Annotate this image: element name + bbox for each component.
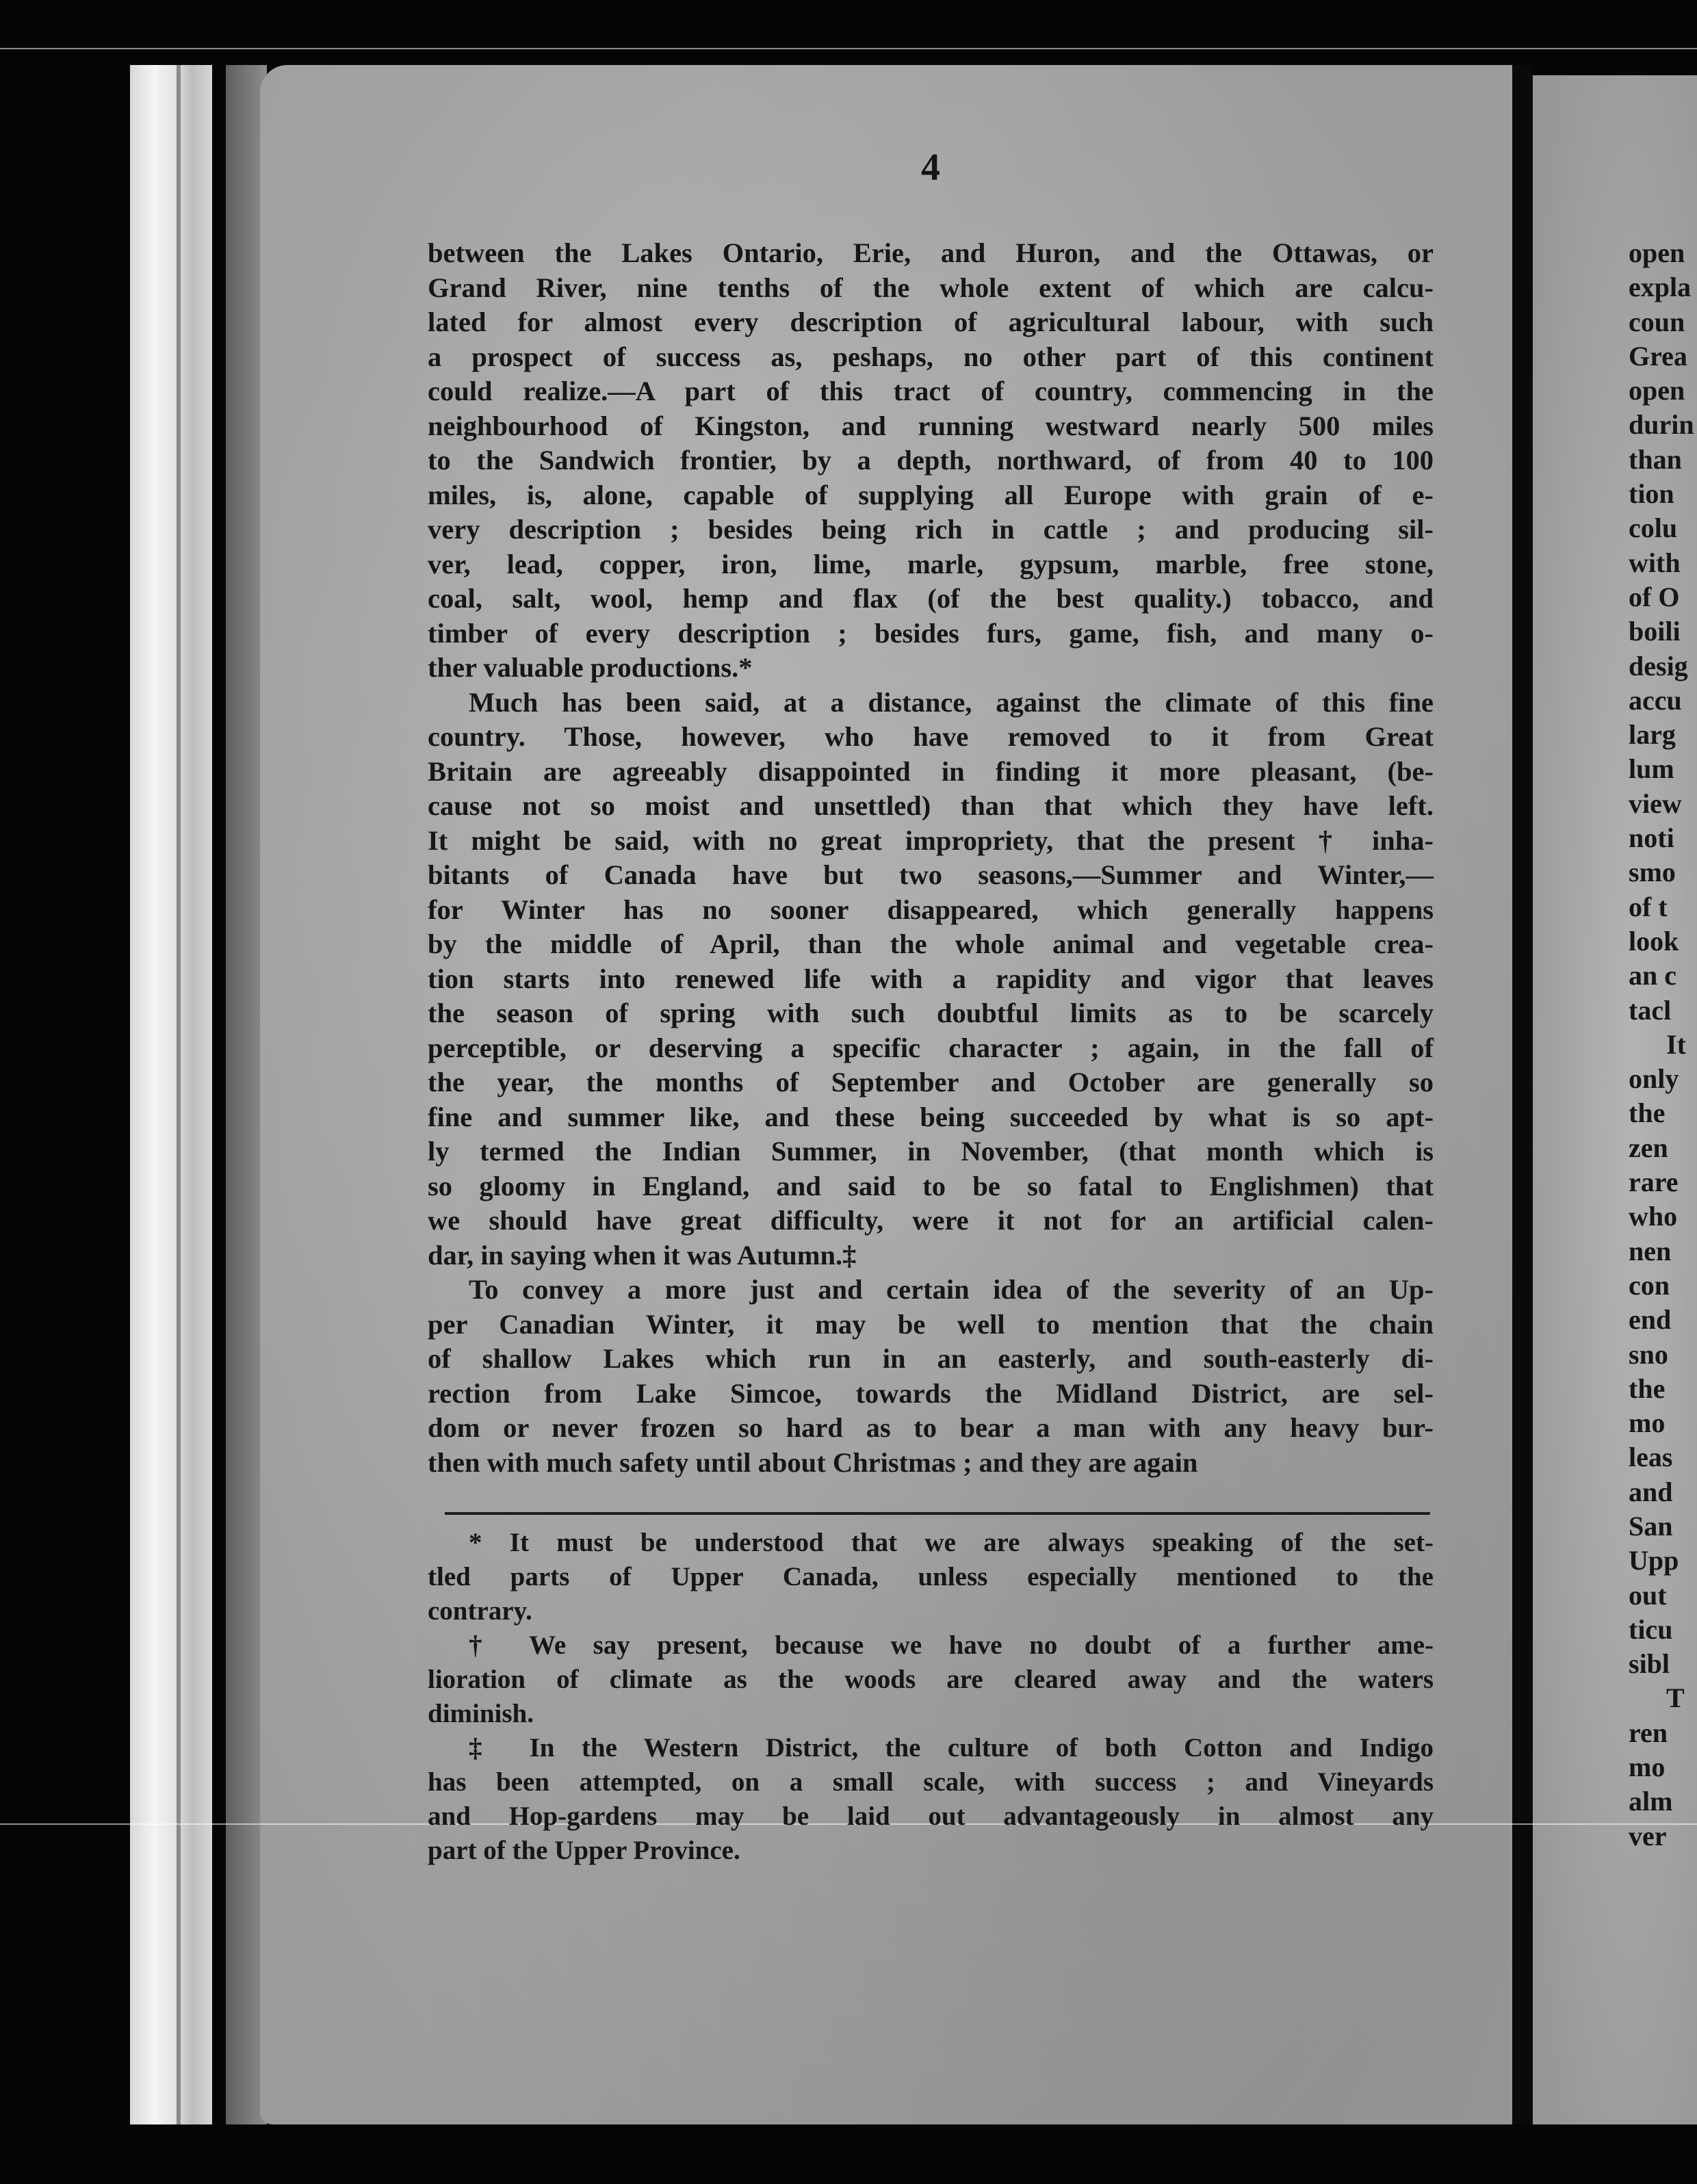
footnotes	[428, 1526, 1434, 1868]
text-line: To convey a more just and certain idea of the severity of an Up-	[469, 1274, 1434, 1305]
text-line: Britain are agreeably disappointed in finding it more pleasant, (be-	[428, 755, 1434, 787]
facing-page-line: leas	[1629, 1442, 1673, 1473]
text-line: between the Lakes Ontario, Erie, and Huron, and the Ottawas, or	[428, 237, 1434, 268]
text-line: cause not so moist and unsettled) than that which they have left.	[428, 790, 1434, 821]
facing-page-line: ren	[1629, 1717, 1668, 1748]
text-line: lated for almost every description of agricultural labour, with such	[428, 307, 1434, 337]
text-line: so gloomy in England, and said to be so fatal to Englishmen) that	[428, 1170, 1434, 1201]
text-line: rection from Lake Simcoe, towards the Midland District, are sel-	[428, 1377, 1434, 1409]
facing-page-line: It	[1666, 1028, 1686, 1060]
text-line: could realize.—A part of this tract of country, commencing in the	[428, 376, 1434, 406]
text-line: for Winter has no sooner disappeared, which generally happens	[428, 894, 1434, 925]
footnote-line: ‡ In the Western District, the culture of both Cotton and Indigo	[469, 1733, 1434, 1763]
facing-page-line: Grea	[1629, 340, 1687, 372]
footnote-line: has been attempted, on a small scale, with success ; and Vineyards	[428, 1767, 1434, 1797]
text-line: ly termed the Indian Summer, in November, (that month which is	[428, 1136, 1434, 1167]
facing-page-line: view	[1629, 788, 1682, 819]
facing-page-line: and	[1629, 1476, 1673, 1507]
facing-page-text	[1629, 236, 1697, 1854]
body-text	[428, 236, 1434, 1480]
footnote-line: tled parts of Upper Canada, unless especially mentioned to the	[428, 1562, 1434, 1591]
text-line: dom or never frozen so hard as to bear a man with any heavy bur-	[428, 1412, 1434, 1443]
text-line: we should have great difficulty, were it not for an artificial calen-	[428, 1205, 1434, 1236]
text-line: neighbourhood of Kingston, and running westward nearly 500 miles	[428, 410, 1434, 441]
facing-page-line: zen	[1629, 1132, 1668, 1163]
facing-page-line: smo	[1629, 857, 1676, 888]
facing-page-line: look	[1629, 925, 1679, 957]
text-line: tion starts into renewed life with a rapidity and vigor that leaves	[428, 963, 1434, 994]
facing-page-line: mo	[1629, 1407, 1666, 1439]
footnote-line: † We say present, because we have no doubt of a further ame-	[469, 1630, 1434, 1660]
text-line: then with much safety until about Christmas ; and they are again	[428, 1446, 1198, 1478]
text-line: ver, lead, copper, iron, lime, marle, gypsum, marble, free stone,	[428, 548, 1434, 580]
facing-page-line: sno	[1629, 1338, 1668, 1370]
facing-page-line: open	[1629, 237, 1685, 268]
facing-page-line: the	[1629, 1097, 1666, 1129]
facing-page-line: mo	[1629, 1752, 1666, 1783]
facing-page-line: only	[1629, 1063, 1679, 1095]
text-line: to the Sandwich frontier, by a depth, northward, of from 40 to 100	[428, 445, 1434, 476]
facing-page-line: Upp	[1629, 1545, 1679, 1576]
book-edge-strip	[130, 65, 212, 2124]
facing-page-line: ver	[1629, 1820, 1667, 1851]
facing-page-line: end	[1629, 1304, 1672, 1336]
facing-page-line: desig	[1629, 650, 1688, 681]
facing-page-line: who	[1629, 1201, 1678, 1232]
text-line: coal, salt, wool, hemp and flax (of the best quality.) tobacco, and	[428, 583, 1434, 614]
footnote-line: part of the Upper Province.	[428, 1836, 740, 1865]
text-line: per Canadian Winter, it may be well to mention that the chain	[428, 1308, 1434, 1340]
facing-page-line: noti	[1629, 822, 1674, 854]
facing-page-line: an c	[1629, 960, 1676, 991]
facing-page-line: with	[1629, 547, 1681, 578]
facing-page-line: sibl	[1629, 1648, 1670, 1680]
text-line: of shallow Lakes which run in an easterly, and south-easterly di-	[428, 1343, 1434, 1374]
facing-page-line: coun	[1629, 306, 1685, 337]
facing-page-line: than	[1629, 443, 1682, 475]
text-line: It might be said, with no great impropriety, that the present † inha-	[428, 824, 1434, 856]
facing-page-line: con	[1629, 1269, 1670, 1301]
facing-page-line: T	[1666, 1682, 1685, 1714]
facing-page-line: nen	[1629, 1235, 1672, 1266]
text-line: a prospect of success as, peshaps, no other part of this continent	[428, 341, 1434, 372]
facing-page-line: of O	[1629, 581, 1680, 612]
footnote-line: and Hop-gardens may be laid out advantageously in almost any	[428, 1802, 1434, 1831]
facing-page-line: the	[1629, 1373, 1666, 1404]
footnote-rule	[445, 1512, 1430, 1515]
facing-page-line: open	[1629, 375, 1685, 406]
book-gutter	[1512, 65, 1533, 2124]
footnote-line: diminish.	[428, 1699, 534, 1728]
footnote-line: * It must be understood that we are always speaking of the set-	[469, 1528, 1434, 1557]
text-line: perceptible, or deserving a specific character ; again, in the fall of	[428, 1032, 1434, 1063]
footnote-line: lioration of climate as the woods are cleared away and the waters	[428, 1665, 1434, 1694]
facing-page-line: alm	[1629, 1786, 1673, 1817]
facing-page-line: San	[1629, 1510, 1673, 1542]
facing-page-line: ticu	[1629, 1613, 1673, 1645]
text-line: miles, is, alone, capable of supplying all Europe with grain of e-	[428, 479, 1434, 510]
facing-page-line: durin	[1629, 409, 1694, 441]
text-line: the year, the months of September and October are generally so	[428, 1067, 1434, 1097]
facing-page-line: of t	[1629, 891, 1668, 922]
page-number: 4	[921, 146, 940, 189]
facing-page-line: boili	[1629, 616, 1681, 647]
footnote-line: contrary.	[428, 1596, 532, 1626]
scan-line	[0, 48, 1697, 49]
text-line: country. Those, however, who have removed to it from Great	[428, 721, 1434, 752]
facing-page-line: expla	[1629, 272, 1692, 303]
text-line: bitants of Canada have but two seasons,—Summer and Winter,—	[428, 859, 1434, 890]
text-line: Much has been said, at a distance, against the climate of this fine	[469, 686, 1434, 718]
text-line: Grand River, nine tenths of the whole extent of which are calcu-	[428, 272, 1434, 303]
facing-page-line: tion	[1629, 478, 1674, 510]
text-line: by the middle of April, than the whole animal and vegetable crea-	[428, 928, 1434, 959]
facing-page-line: accu	[1629, 684, 1682, 716]
text-line: the season of spring with such doubtful limits as to be scarcely	[428, 998, 1434, 1028]
text-line: dar, in saying when it was Autumn.‡	[428, 1239, 857, 1271]
text-line: fine and summer like, and these being succeeded by what is so apt-	[428, 1101, 1434, 1132]
text-line: very description ; besides being rich in cattle ; and producing sil-	[428, 514, 1434, 545]
facing-page-line: out	[1629, 1579, 1667, 1611]
text-line: timber of every description ; besides furs, game, fish, and many o-	[428, 617, 1434, 649]
facing-page-line: colu	[1629, 512, 1678, 544]
book-edge-line	[177, 65, 181, 2124]
facing-page-line: tacl	[1629, 994, 1672, 1026]
text-line: ther valuable productions.*	[428, 652, 753, 683]
facing-page-line: rare	[1629, 1167, 1679, 1198]
facing-page-line: lum	[1629, 753, 1674, 785]
facing-page-line: larg	[1629, 719, 1676, 751]
